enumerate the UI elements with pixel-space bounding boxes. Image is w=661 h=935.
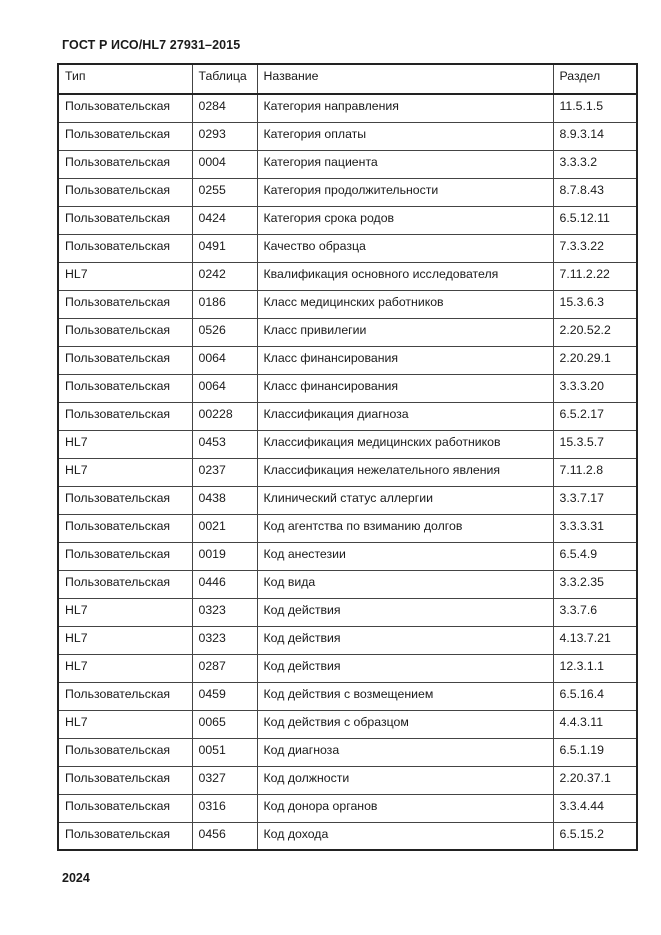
- cell-name: Категория срока родов: [257, 206, 553, 234]
- cell-type: Пользовательская: [58, 94, 192, 122]
- cell-table-number: 0526: [192, 318, 257, 346]
- cell-section: 7.11.2.8: [553, 458, 637, 486]
- cell-type: Пользовательская: [58, 738, 192, 766]
- cell-section: 3.3.4.44: [553, 794, 637, 822]
- table-row: [58, 794, 637, 822]
- cell-type: Пользовательская: [58, 122, 192, 150]
- cell-type: Пользовательская: [58, 766, 192, 794]
- cell-table-number: 0424: [192, 206, 257, 234]
- cell-table-number: 0255: [192, 178, 257, 206]
- table-row: [58, 94, 637, 122]
- cell-type: Пользовательская: [58, 486, 192, 514]
- column-header-table: Таблица: [192, 64, 257, 94]
- column-header-type: Тип: [58, 64, 192, 94]
- cell-table-number: 0064: [192, 346, 257, 374]
- cell-type: HL7: [58, 262, 192, 290]
- cell-table-number: 0186: [192, 290, 257, 318]
- table-row: [58, 542, 637, 570]
- cell-table-number: 0453: [192, 430, 257, 458]
- cell-name: Код агентства по взиманию долгов: [257, 514, 553, 542]
- cell-name: Классификация медицинских работников: [257, 430, 553, 458]
- cell-table-number: 0293: [192, 122, 257, 150]
- cell-name: Код вида: [257, 570, 553, 598]
- table-row: [58, 430, 637, 458]
- cell-name: Код анестезии: [257, 542, 553, 570]
- table-row: [58, 654, 637, 682]
- table-row: [58, 206, 637, 234]
- cell-section: 3.3.3.31: [553, 514, 637, 542]
- cell-section: 6.5.16.4: [553, 682, 637, 710]
- cell-type: Пользовательская: [58, 346, 192, 374]
- cell-section: 3.3.7.6: [553, 598, 637, 626]
- cell-type: HL7: [58, 430, 192, 458]
- table-row: [58, 318, 637, 346]
- cell-table-number: 0065: [192, 710, 257, 738]
- cell-table-number: 0491: [192, 234, 257, 262]
- table-row: [58, 150, 637, 178]
- cell-type: HL7: [58, 710, 192, 738]
- cell-name: Категория оплаты: [257, 122, 553, 150]
- cell-table-number: 0019: [192, 542, 257, 570]
- cell-section: 7.11.2.22: [553, 262, 637, 290]
- cell-type: Пользовательская: [58, 318, 192, 346]
- cell-table-number: 0284: [192, 94, 257, 122]
- table-row: [58, 822, 637, 850]
- code-tables-index: [57, 63, 638, 851]
- cell-table-number: 0237: [192, 458, 257, 486]
- cell-table-number: 0064: [192, 374, 257, 402]
- cell-type: Пользовательская: [58, 822, 192, 850]
- cell-table-number: 0438: [192, 486, 257, 514]
- cell-name: Качество образца: [257, 234, 553, 262]
- cell-section: 11.5.1.5: [553, 94, 637, 122]
- cell-type: Пользовательская: [58, 542, 192, 570]
- cell-name: Квалификация основного исследователя: [257, 262, 553, 290]
- cell-section: 6.5.4.9: [553, 542, 637, 570]
- table-row: [58, 346, 637, 374]
- cell-name: Класс привилегии: [257, 318, 553, 346]
- cell-name: Код действия: [257, 654, 553, 682]
- cell-section: 3.3.3.20: [553, 374, 637, 402]
- cell-table-number: 0004: [192, 150, 257, 178]
- cell-type: Пользовательская: [58, 794, 192, 822]
- cell-section: 6.5.12.11: [553, 206, 637, 234]
- cell-name: Код действия с возмещением: [257, 682, 553, 710]
- cell-name: Код диагноза: [257, 738, 553, 766]
- cell-section: 4.13.7.21: [553, 626, 637, 654]
- cell-type: Пользовательская: [58, 514, 192, 542]
- cell-table-number: 0456: [192, 822, 257, 850]
- cell-name: Код должности: [257, 766, 553, 794]
- cell-section: 15.3.5.7: [553, 430, 637, 458]
- table-row: [58, 122, 637, 150]
- table-row: [58, 570, 637, 598]
- cell-section: 8.9.3.14: [553, 122, 637, 150]
- cell-section: 6.5.1.19: [553, 738, 637, 766]
- cell-name: Клинический статус аллергии: [257, 486, 553, 514]
- cell-name: Классификация диагноза: [257, 402, 553, 430]
- table-row: [58, 626, 637, 654]
- cell-section: 2.20.37.1: [553, 766, 637, 794]
- cell-type: HL7: [58, 654, 192, 682]
- table-row: [58, 234, 637, 262]
- cell-name: Код донора органов: [257, 794, 553, 822]
- table-row: [58, 738, 637, 766]
- cell-section: 4.4.3.11: [553, 710, 637, 738]
- cell-table-number: 00228: [192, 402, 257, 430]
- cell-name: Код действия с образцом: [257, 710, 553, 738]
- cell-type: HL7: [58, 458, 192, 486]
- cell-section: 7.3.3.22: [553, 234, 637, 262]
- table-row: [58, 458, 637, 486]
- cell-name: Категория пациента: [257, 150, 553, 178]
- cell-type: Пользовательская: [58, 234, 192, 262]
- table-header-row: [58, 64, 637, 94]
- cell-section: 2.20.29.1: [553, 346, 637, 374]
- table-row: [58, 598, 637, 626]
- table-row: [58, 262, 637, 290]
- table-row: [58, 766, 637, 794]
- cell-name: Классификация нежелательного явления: [257, 458, 553, 486]
- table-row: [58, 290, 637, 318]
- cell-name: Код действия: [257, 626, 553, 654]
- cell-table-number: 0327: [192, 766, 257, 794]
- cell-name: Класс финансирования: [257, 346, 553, 374]
- cell-table-number: 0446: [192, 570, 257, 598]
- cell-table-number: 0021: [192, 514, 257, 542]
- cell-type: Пользовательская: [58, 178, 192, 206]
- table-row: [58, 402, 637, 430]
- table-row: [58, 514, 637, 542]
- cell-type: Пользовательская: [58, 570, 192, 598]
- cell-type: Пользовательская: [58, 682, 192, 710]
- cell-section: 3.3.7.17: [553, 486, 637, 514]
- cell-section: 2.20.52.2: [553, 318, 637, 346]
- table-row: [58, 178, 637, 206]
- cell-name: Класс финансирования: [257, 374, 553, 402]
- cell-type: HL7: [58, 598, 192, 626]
- document-title: ГОСТ Р ИСО/HL7 27931–2015: [62, 38, 241, 52]
- cell-table-number: 0316: [192, 794, 257, 822]
- cell-name: Категория продолжительности: [257, 178, 553, 206]
- cell-section: 8.7.8.43: [553, 178, 637, 206]
- cell-section: 15.3.6.3: [553, 290, 637, 318]
- cell-name: Код дохода: [257, 822, 553, 850]
- cell-table-number: 0287: [192, 654, 257, 682]
- cell-section: 6.5.2.17: [553, 402, 637, 430]
- page-number: 2024: [62, 871, 90, 885]
- cell-name: Класс медицинских работников: [257, 290, 553, 318]
- table-body: [58, 94, 637, 850]
- table-row: [58, 374, 637, 402]
- cell-section: 6.5.15.2: [553, 822, 637, 850]
- cell-type: Пользовательская: [58, 150, 192, 178]
- cell-type: Пользовательская: [58, 402, 192, 430]
- table-row: [58, 486, 637, 514]
- cell-name: Категория направления: [257, 94, 553, 122]
- cell-section: 3.3.3.2: [553, 150, 637, 178]
- cell-table-number: 0323: [192, 598, 257, 626]
- column-header-name: Название: [257, 64, 553, 94]
- cell-section: 12.3.1.1: [553, 654, 637, 682]
- cell-type: HL7: [58, 626, 192, 654]
- cell-table-number: 0459: [192, 682, 257, 710]
- table-row: [58, 682, 637, 710]
- table-row: [58, 710, 637, 738]
- cell-table-number: 0323: [192, 626, 257, 654]
- cell-type: Пользовательская: [58, 290, 192, 318]
- cell-table-number: 0051: [192, 738, 257, 766]
- cell-type: Пользовательская: [58, 206, 192, 234]
- cell-table-number: 0242: [192, 262, 257, 290]
- column-header-section: Раздел: [553, 64, 637, 94]
- cell-name: Код действия: [257, 598, 553, 626]
- cell-type: Пользовательская: [58, 374, 192, 402]
- cell-section: 3.3.2.35: [553, 570, 637, 598]
